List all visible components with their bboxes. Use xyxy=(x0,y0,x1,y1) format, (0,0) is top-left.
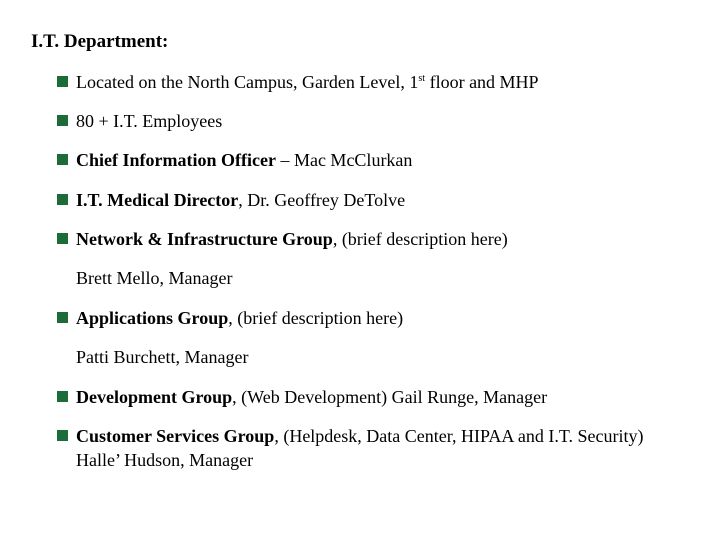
square-bullet-icon xyxy=(57,312,68,323)
square-bullet-icon xyxy=(57,76,68,87)
manager-text: Brett Mello, Manager xyxy=(76,268,233,288)
manager-text: Patti Burchett, Manager xyxy=(76,347,249,367)
role-detail: – Mac McClurkan xyxy=(275,150,413,170)
list-item-text xyxy=(76,385,676,409)
group-title: Customer Services Group xyxy=(76,426,275,446)
list-item-text xyxy=(76,306,676,330)
location-text-end: floor and MHP xyxy=(425,72,539,92)
group-detail: , (Web Development) Gail Runge, Manager xyxy=(232,387,548,407)
department-heading: I.T. Department: xyxy=(31,31,169,52)
role-title: I.T. Medical Director xyxy=(76,190,239,210)
group-title: Network & Infrastructure Group xyxy=(76,229,333,249)
ordinal-suffix: st xyxy=(418,73,426,84)
group-detail: , (brief description here) xyxy=(228,308,404,328)
square-bullet-icon xyxy=(57,115,68,126)
role-title: Chief Information Officer xyxy=(76,150,276,170)
group-title: Applications Group xyxy=(76,308,229,328)
square-bullet-icon xyxy=(57,154,68,165)
square-bullet-icon xyxy=(57,430,68,441)
list-item-text xyxy=(76,188,676,212)
list-item-text xyxy=(76,148,676,172)
group-detail: , (Helpdesk, Data Center, HIPAA and I.T. Security) Halle’ Hudson, Manager xyxy=(76,426,644,470)
list-item-text xyxy=(76,424,661,472)
location-text: Located on the North Campus, Garden Level, 1 xyxy=(76,72,419,92)
square-bullet-icon xyxy=(57,391,68,402)
square-bullet-icon xyxy=(57,233,68,244)
group-title: Development Group xyxy=(76,387,233,407)
role-detail: , Dr. Geoffrey DeTolve xyxy=(238,190,406,210)
square-bullet-icon xyxy=(57,194,68,205)
list-item-text xyxy=(76,227,676,251)
employees-text: 80 + I.T. Employees xyxy=(76,111,223,131)
list-item-text xyxy=(76,70,676,94)
group-detail: , (brief description here) xyxy=(332,229,508,249)
